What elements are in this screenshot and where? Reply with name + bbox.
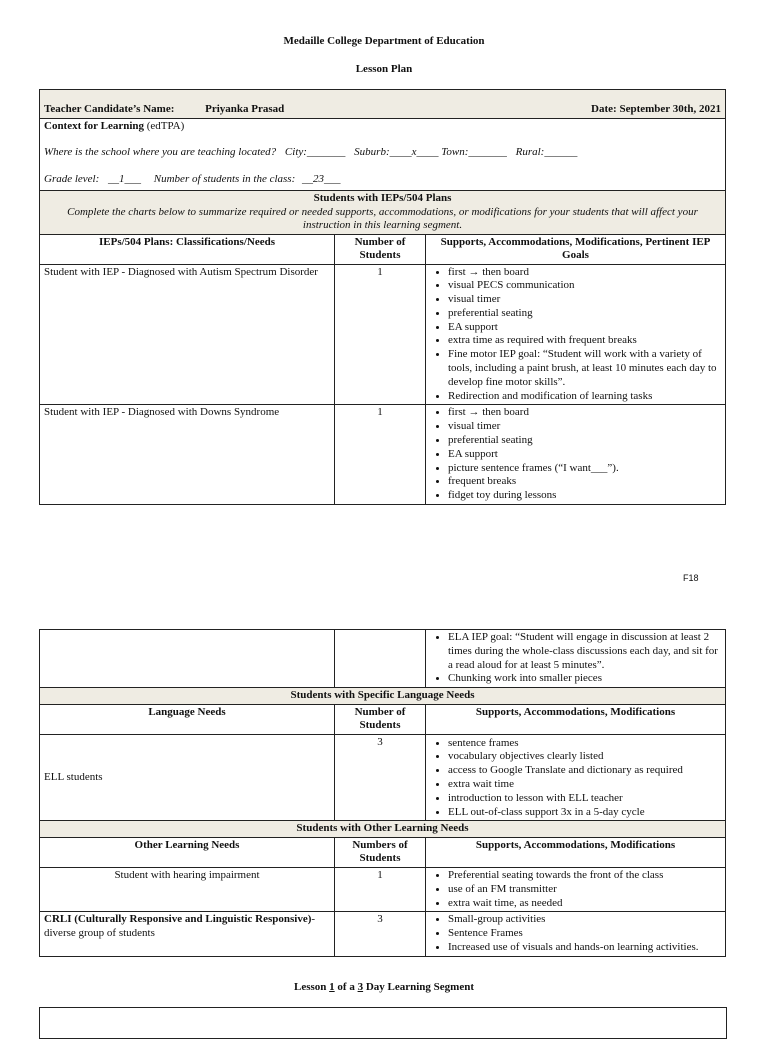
- lesson-mid: of a: [334, 981, 358, 993]
- lesson-prefix: Lesson: [294, 981, 330, 993]
- candidate-row: [40, 90, 726, 119]
- list-item: • Sentence Frames: [448, 927, 721, 941]
- iep-header-count: Number of Students: [335, 234, 426, 264]
- next-table-border: [39, 1007, 727, 1039]
- list-item: • Fine motor IEP goal: “Student will work with a variety of tools, including a paint brush, at least 10 minutes each day to develop fine motor skills”.: [448, 348, 721, 389]
- grade-value: __1___: [108, 173, 142, 185]
- list-item: • sentence frames: [448, 737, 721, 751]
- other-need-1: Student with hearing impairment: [40, 867, 335, 911]
- iep-instructions: Complete the charts below to summarize required or needed supports, accommodations, or modifications for your students that will affect your instruction in this learning segment.: [67, 205, 698, 231]
- table-row: [40, 734, 726, 821]
- list-item: • Increased use of visuals and hands-on learning activities.: [448, 941, 721, 955]
- iep-continued-table: [39, 629, 726, 957]
- list-item: • use of an FM transmitter: [448, 883, 721, 897]
- students-value: __23___: [302, 173, 341, 185]
- students-label: Number of students in the class:: [153, 173, 296, 185]
- cont-need-cell: [40, 630, 335, 688]
- language-title: Students with Specific Language Needs: [40, 688, 726, 705]
- other-count-1: 1: [335, 867, 426, 911]
- list-item: • Chunking work into smaller pieces: [448, 672, 721, 686]
- language-supports-1: [426, 734, 726, 821]
- other-need-2: [40, 912, 335, 956]
- lesson-suffix: Day Learning Segment: [363, 981, 474, 993]
- list-item: • preferential seating: [448, 307, 721, 321]
- list-item: • Redirection and modification of learning tasks: [448, 390, 721, 404]
- grade-label: Grade level:: [44, 173, 100, 185]
- other-header-needs: Other Learning Needs: [40, 837, 335, 867]
- list-item: • Small-group activities: [448, 913, 721, 927]
- language-header-count: Number of Students: [335, 704, 426, 734]
- crli-description: - diverse group of students: [44, 913, 316, 939]
- city-label: City:: [284, 145, 307, 158]
- list-item: • extra wait time, as needed: [448, 897, 721, 911]
- continued-tables-wrapper: [39, 629, 726, 957]
- other-count-2: 3: [335, 912, 426, 956]
- language-header-supports: Supports, Accommodations, Modifications: [426, 704, 726, 734]
- lesson-number: 1: [329, 981, 335, 993]
- language-header-needs: Language Needs: [40, 704, 335, 734]
- list-item: • extra wait time: [448, 778, 721, 792]
- list-item: • first → then board: [448, 266, 721, 280]
- context-label: Context for Learning: [44, 120, 145, 132]
- list-item: • vocabulary objectives clearly listed: [448, 750, 721, 764]
- language-count-1: 3: [335, 734, 426, 821]
- context-suffix: (edTPA): [144, 120, 185, 132]
- list-item: • extra time as required with frequent breaks: [448, 334, 721, 348]
- context-cell: [40, 119, 726, 191]
- other-title: Students with Other Learning Needs: [40, 821, 726, 838]
- grade-line: [44, 173, 721, 187]
- list-item: • visual timer: [448, 420, 721, 434]
- iep-need-1: Student with IEP - Diagnosed with Autism Spectrum Disorder: [40, 264, 335, 405]
- school-question: Where is the school where you are teaching located?: [44, 145, 277, 158]
- language-need-1: ELL students: [40, 734, 335, 821]
- town-label: Town:: [441, 145, 469, 158]
- rural-value: ______: [544, 145, 578, 158]
- iep-table: [39, 190, 726, 505]
- iep-need-2: Student with IEP - Diagnosed with Downs Syndrome: [40, 405, 335, 505]
- list-item: • preferential seating: [448, 434, 721, 448]
- city-value: _______: [306, 145, 346, 158]
- list-item: • access to Google Translate and dictionary as required: [448, 764, 721, 778]
- iep-title: Students with IEPs/504 Plans: [313, 192, 452, 204]
- iep-supports-1: [426, 264, 726, 405]
- table-row: [40, 264, 726, 405]
- table-row: [40, 867, 726, 911]
- list-item: • fidget toy during lessons: [448, 489, 721, 503]
- list-item: • ELL out-of-class support 3x in a 5-day cycle: [448, 806, 721, 820]
- town-value: _______: [468, 145, 507, 158]
- suburb-value: ____x____: [389, 145, 439, 158]
- iep-count-2: 1: [335, 405, 426, 505]
- table-row: [40, 912, 726, 956]
- other-supports-1: [426, 867, 726, 911]
- lesson-segment-line: [0, 981, 768, 993]
- list-item: • EA support: [448, 448, 721, 462]
- context-table: [39, 89, 726, 191]
- institution-heading: Medaille College Department of Education: [283, 35, 485, 47]
- list-item: • introduction to lesson with ELL teacher: [448, 792, 721, 806]
- cont-supports: [426, 630, 726, 688]
- iep-header-needs: IEPs/504 Plans: Classifications/Needs: [40, 234, 335, 264]
- rural-label: Rural:: [515, 145, 545, 158]
- list-item: • Preferential seating towards the front of the class: [448, 869, 721, 883]
- iep-supports-2: [426, 405, 726, 505]
- table-row: [40, 630, 726, 688]
- other-supports-2: [426, 912, 726, 956]
- list-item: • picture sentence frames (“I want___”).: [448, 462, 721, 476]
- crli-label: CRLI (Culturally Responsive and Linguistic Responsive): [44, 913, 312, 926]
- candidate-name: Priyanka Prasad: [205, 103, 285, 115]
- iep-header-supports: Supports, Accommodations, Modifications, Pertinent IEP Goals: [426, 234, 726, 264]
- list-item: • visual PECS communication: [448, 279, 721, 293]
- list-item: • first → then board: [448, 406, 721, 420]
- candidate-label: Teacher Candidate’s Name:: [44, 103, 175, 115]
- suburb-label: Suburb:: [354, 145, 390, 158]
- lesson-date: Date: September 30th, 2021: [591, 103, 721, 115]
- context-table-wrapper: [39, 89, 726, 509]
- other-header-supports: Supports, Accommodations, Modifications: [426, 837, 726, 867]
- table-row: [40, 405, 726, 505]
- school-location-line: [44, 146, 721, 160]
- page-marker: F18: [683, 573, 699, 583]
- cont-count-cell: [335, 630, 426, 688]
- list-item: • frequent breaks: [448, 475, 721, 489]
- lesson-total: 3: [357, 981, 364, 993]
- document-title: Lesson Plan: [355, 63, 413, 75]
- list-item: • ELA IEP goal: “Student will engage in discussion at least 2 times during the whole-class discussions each day, and sit for a read aloud for at least 5 minutes”.: [448, 631, 721, 672]
- list-item: • visual timer: [448, 293, 721, 307]
- iep-count-1: 1: [335, 264, 426, 405]
- other-header-count: Numbers of Students: [335, 837, 426, 867]
- iep-title-cell: [40, 191, 726, 235]
- list-item: • EA support: [448, 321, 721, 335]
